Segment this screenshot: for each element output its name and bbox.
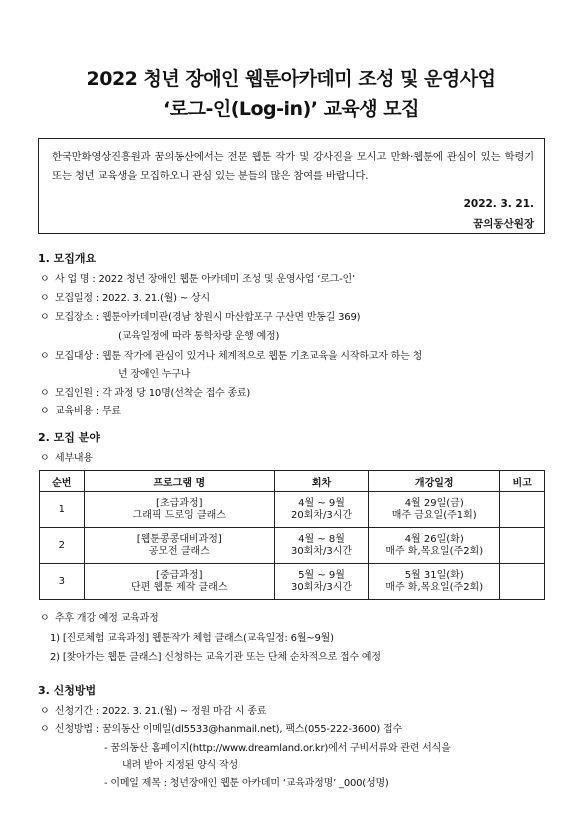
header-start: 개강일정 bbox=[369, 471, 500, 492]
apply-period: 신청기간 : 2022. 3. 21.(월) ~ 정원 마감 시 종료 bbox=[55, 706, 267, 717]
bullet-icon: ㅇ bbox=[40, 613, 50, 624]
page-subtitle: ‘로그-인(Log-in)’ 교육생 모집 bbox=[163, 98, 419, 120]
info-project-name: 사 업 명 : 2022 청년 장애인 웹툰 아카데미 조성 및 운영사업 ‘로그-인’ bbox=[55, 274, 355, 285]
info-schedule: 모집일정 : 2022. 3. 21.(월) ~ 상시 bbox=[55, 293, 210, 304]
session-period: 4월 ~ 9월 bbox=[298, 497, 345, 509]
details-label: 세부내용 bbox=[55, 453, 93, 464]
program-name: 단편 웹툰 제작 클래스 bbox=[131, 581, 228, 593]
cell-sessions bbox=[275, 492, 369, 528]
apply-homepage: - 꿈의동산 홈페이지(http://www.dreamland.or.kr)에서 구비서류와 관련 서식을 bbox=[104, 743, 451, 754]
header-no: 순번 bbox=[40, 471, 85, 492]
cell-sessions bbox=[275, 564, 369, 600]
start-frequency: 매주 화,목요일(주2회) bbox=[385, 581, 484, 593]
intro-org: 꿈의동산원장 bbox=[473, 218, 534, 230]
bullet-icon: ㅇ bbox=[40, 312, 50, 323]
cell-no: 1 bbox=[40, 492, 85, 528]
intro-date: 2022. 3. 21. bbox=[463, 198, 534, 210]
apply-homepage-cont: 내려 받아 지정된 양식 작성 bbox=[122, 760, 238, 771]
info-target-cont: 년 장애인 누구나 bbox=[118, 369, 191, 380]
future-course-item: 1) [진로체험 교육과정] 웹툰작가 체험 클래스(교육일정: 6월~9월) bbox=[50, 633, 334, 644]
header-sessions: 회차 bbox=[275, 471, 369, 492]
course-table bbox=[39, 470, 545, 600]
info-location: 모집장소 : 웹툰아카데미관(경남 창원시 마산합포구 구산면 반동길 369) bbox=[55, 312, 361, 323]
cell-program bbox=[84, 564, 275, 600]
program-name: 그래픽 드로잉 클래스 bbox=[132, 509, 226, 521]
header-program: 프로그램 명 bbox=[84, 471, 275, 492]
section1-heading: 1. 모집개요 bbox=[38, 252, 97, 265]
page-title: 2022 청년 장애인 웹툰아카데미 조성 및 운영사업 bbox=[86, 68, 496, 90]
info-target: 모집대상 : 웹툰 작가에 관심이 있거나 체계적으로 웹툰 기초교육을 시작하고자 하는 청 bbox=[55, 351, 423, 362]
program-level: [웹툰콩콩대비과정] bbox=[136, 533, 222, 545]
session-count: 30회차/3시간 bbox=[290, 581, 353, 593]
cell-start bbox=[369, 528, 500, 564]
session-count: 30회차/3시간 bbox=[290, 545, 353, 557]
info-location-note: (교육일정에 따라 통학차량 운행 예정) bbox=[118, 331, 280, 342]
bullet-icon: ㅇ bbox=[40, 293, 50, 304]
start-date: 4월 26일(화) bbox=[404, 533, 464, 545]
bullet-icon: ㅇ bbox=[40, 724, 50, 735]
bullet-icon: ㅇ bbox=[40, 351, 50, 362]
section3-heading: 3. 신청방법 bbox=[38, 684, 97, 697]
info-capacity: 모집인원 : 각 과정 당 10명(선착순 접수 종료) bbox=[55, 388, 251, 399]
session-period: 4월 ~ 8월 bbox=[298, 533, 345, 545]
bullet-icon: ㅇ bbox=[40, 453, 50, 464]
apply-email-subject: - 이메일 제목 : 청년장애인 웹툰 아카데미 ‘교육과정명’ _000(성명) bbox=[104, 778, 389, 789]
cell-note bbox=[500, 492, 545, 528]
table-row bbox=[40, 492, 545, 528]
cell-note bbox=[500, 528, 545, 564]
start-date: 4월 29일(금) bbox=[404, 497, 464, 509]
cell-start bbox=[369, 492, 500, 528]
intro-text: 한국만화영상진흥원과 꿈의동산에서는 전문 웹툰 작가 및 강사진을 모시고 만화·웹툰에 관심이 있는 학령기 또는 청년 교육생을 모집하오니 관심 있는 분들의 많은 참여를 바랍니다. bbox=[52, 151, 534, 182]
start-frequency: 매주 금요일(주1회) bbox=[391, 509, 477, 521]
future-course-item: 2) [찾아가는 웹툰 클래스] 신청하는 교육기관 또는 단체 순차적으로 접수 예정 bbox=[50, 652, 381, 663]
info-fee: 교육비용 : 무료 bbox=[55, 406, 121, 417]
future-courses-heading: 추후 개강 예정 교육과정 bbox=[55, 613, 159, 624]
header-note: 비고 bbox=[500, 471, 545, 492]
cell-no: 3 bbox=[40, 564, 85, 600]
bullet-icon: ㅇ bbox=[40, 406, 50, 417]
bullet-icon: ㅇ bbox=[40, 388, 50, 399]
session-count: 20회차/3시간 bbox=[290, 509, 353, 521]
apply-method: 신청방법 : 꿈의동산 이메일(dl5533@hanmail.net), 팩스(055-222-3600) 접수 bbox=[55, 724, 402, 735]
table-row bbox=[40, 528, 545, 564]
program-name: 공모전 클래스 bbox=[148, 545, 210, 557]
bullet-icon: ㅇ bbox=[40, 274, 50, 285]
program-level: [초급과정] bbox=[156, 497, 203, 509]
cell-sessions bbox=[275, 528, 369, 564]
bullet-icon: ㅇ bbox=[40, 706, 50, 717]
table-header-row bbox=[40, 471, 545, 492]
cell-no: 2 bbox=[40, 528, 85, 564]
section2-heading: 2. 모집 분야 bbox=[38, 431, 100, 444]
start-frequency: 매주 화,목요일(주2회) bbox=[385, 545, 484, 557]
start-date: 5월 31일(화) bbox=[404, 569, 464, 581]
cell-program bbox=[84, 528, 275, 564]
session-period: 5월 ~ 9월 bbox=[298, 569, 345, 581]
program-level: [중급과정] bbox=[156, 569, 203, 581]
cell-note bbox=[500, 564, 545, 600]
cell-start bbox=[369, 564, 500, 600]
cell-program bbox=[84, 492, 275, 528]
table-row bbox=[40, 564, 545, 600]
